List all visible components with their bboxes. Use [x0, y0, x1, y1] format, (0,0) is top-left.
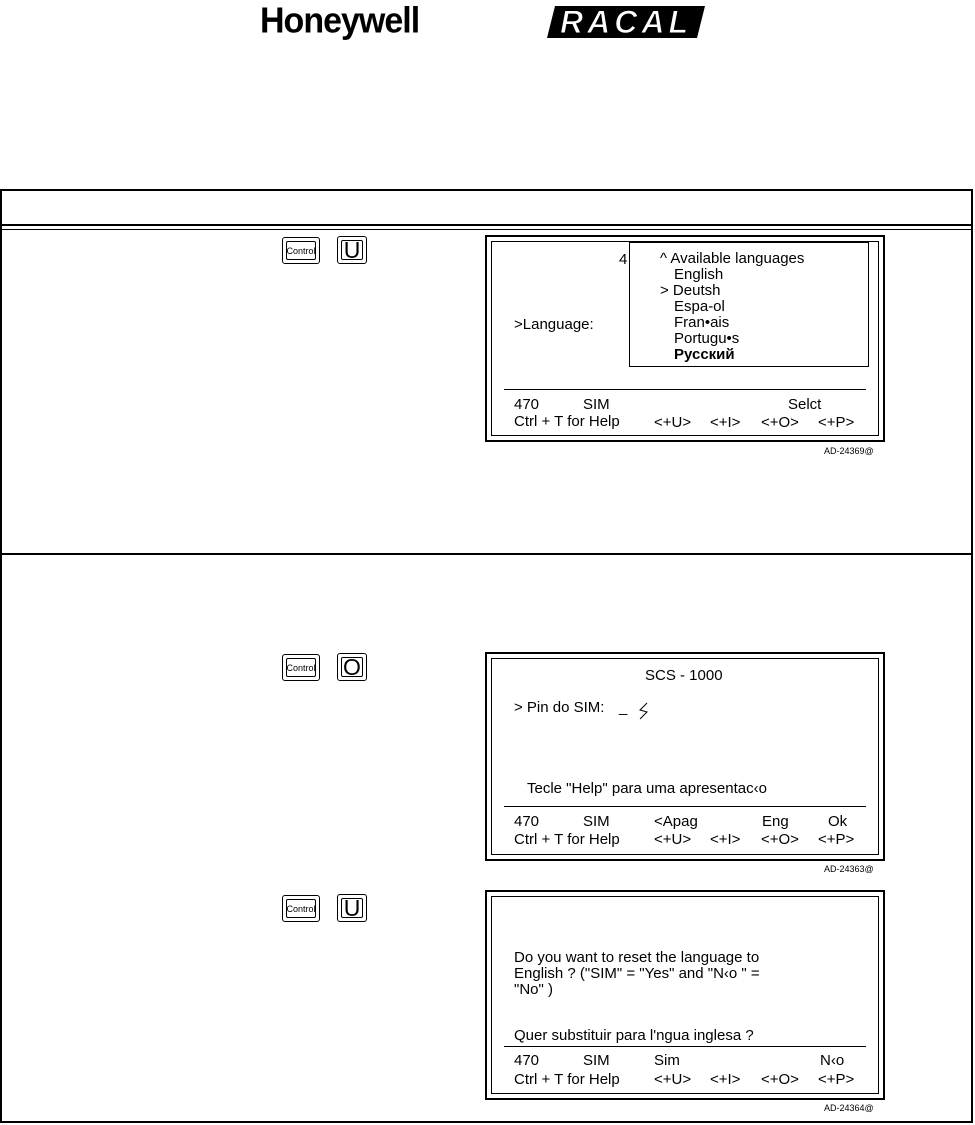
control-key	[282, 237, 320, 264]
softkey-shortcut: <+O>	[761, 1071, 799, 1088]
terminal-screen-language	[485, 235, 885, 442]
honeywell-logo: Honeywell	[260, 1, 420, 41]
softkey-label: N‹o	[820, 1052, 845, 1069]
language-option[interactable]: Espa-ol	[674, 298, 725, 315]
softkey-shortcut: <+P>	[818, 414, 855, 431]
language-option-selected[interactable]: > Deutsh	[660, 282, 721, 299]
figure-id: AD-24364@	[824, 1103, 874, 1113]
pin-prompt: > Pin do SIM:	[514, 699, 605, 716]
screen-title: SCS - 1000	[645, 667, 723, 684]
help-prompt: Tecle "Help" para uma apresentac‹o	[527, 780, 767, 797]
reset-question-line: English ? ("SIM" = "Yes" and "N‹o " =	[514, 965, 760, 982]
u-key	[337, 236, 367, 264]
figure-id: AD-24369@	[824, 446, 874, 456]
language-prompt: >Language:	[514, 316, 594, 333]
softkey-label: 470	[514, 396, 540, 413]
control-key	[282, 895, 320, 922]
softkey-separator	[504, 389, 866, 390]
language-option[interactable]: English	[674, 266, 724, 283]
table-header-rule-double	[0, 229, 973, 230]
softkey-label: <Apag	[654, 813, 698, 830]
figure-id: AD-24363@	[824, 864, 874, 874]
u-key	[337, 894, 367, 922]
popup-title: ^ Available languages	[660, 250, 805, 267]
softkey-label: Selct	[788, 396, 822, 413]
language-option[interactable]: Fran•ais	[674, 314, 730, 331]
u-key-label: U	[341, 898, 363, 918]
softkey-shortcut: <+I>	[710, 1071, 741, 1088]
softkey-label: 470	[514, 813, 540, 830]
help-hint: Ctrl + T for Help	[514, 413, 620, 430]
softkey-separator	[504, 1046, 866, 1047]
softkey-label: SIM	[583, 813, 610, 830]
racal-logo-text: RACAL	[560, 6, 692, 38]
control-key	[282, 654, 320, 681]
help-hint: Ctrl + T for Help	[514, 831, 620, 848]
softkey-shortcut: <+U>	[654, 831, 692, 848]
control-key-label: Control	[286, 899, 316, 918]
reset-question-line: Do you want to reset the language to	[514, 949, 760, 966]
racal-logo	[547, 6, 705, 43]
control-key-label: Control	[286, 658, 316, 677]
softkey-label: Eng	[762, 813, 789, 830]
softkey-shortcut: <+O>	[761, 831, 799, 848]
control-key-label: Control	[286, 241, 316, 260]
o-key-label: O	[341, 657, 363, 677]
help-hint: Ctrl + T for Help	[514, 1071, 620, 1088]
table-header-rule	[0, 224, 973, 226]
softkey-shortcut: <+P>	[818, 1071, 855, 1088]
softkey-shortcut: <+U>	[654, 1071, 692, 1088]
language-option[interactable]: Русский	[674, 346, 735, 363]
terminal-screen-pin	[485, 652, 885, 861]
language-option[interactable]: Portugu•s	[674, 330, 740, 347]
terminal-screen-reset-language	[485, 890, 885, 1100]
pin-input[interactable]: _	[619, 699, 628, 716]
row-divider	[0, 553, 973, 555]
language-popup	[629, 242, 869, 367]
menu-number: 4	[619, 251, 628, 268]
softkey-label: Ok	[828, 813, 848, 830]
softkey-shortcut: <+U>	[654, 414, 692, 431]
softkey-label: 470	[514, 1052, 540, 1069]
u-key-label: U	[341, 240, 363, 260]
cursor-icon	[637, 702, 649, 720]
softkey-label: SIM	[583, 1052, 610, 1069]
softkey-shortcut: <+O>	[761, 414, 799, 431]
reset-question-portuguese: Quer substituir para l'ngua inglesa ?	[514, 1027, 754, 1044]
softkey-shortcut: <+P>	[818, 831, 855, 848]
softkey-shortcut: <+I>	[710, 831, 741, 848]
softkey-shortcut: <+I>	[710, 414, 741, 431]
o-key	[337, 653, 367, 681]
reset-question-line: "No" )	[514, 981, 553, 998]
softkey-label: Sim	[654, 1052, 680, 1069]
softkey-separator	[504, 806, 866, 807]
softkey-label: SIM	[583, 396, 610, 413]
